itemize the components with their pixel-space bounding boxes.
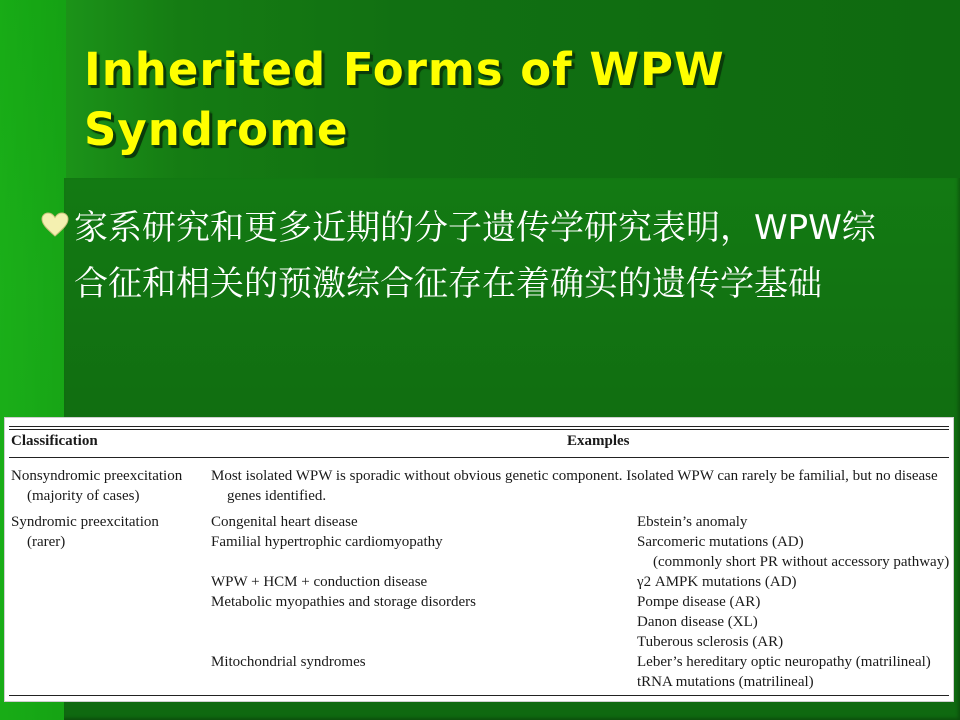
genetics-table xyxy=(4,417,954,702)
row2-cause: Tuberous sclerosis (AR) xyxy=(637,634,784,650)
row2-condition: Familial hypertrophic cardiomyopathy xyxy=(211,534,443,550)
row1-example-line1: Most isolated WPW is sporadic without obvious genetic component. Isolated WPW can rarely be familial, but no disease xyxy=(211,468,938,484)
table-top-rule-double xyxy=(9,429,949,430)
header-examples: Examples xyxy=(567,433,630,449)
row1-classification-note: (majority of cases) xyxy=(27,488,140,504)
row2-cause: Leber’s hereditary optic neuropathy (matrilineal) xyxy=(637,654,931,670)
table-top-rule xyxy=(9,426,949,427)
row2-condition: Metabolic myopathies and storage disorders xyxy=(211,594,476,610)
row2-classification-note: (rarer) xyxy=(27,534,66,550)
heart-bullet-icon xyxy=(40,210,70,240)
row2-condition: WPW + HCM + conduction disease xyxy=(211,574,428,590)
row2-cause: Sarcomeric mutations (AD) xyxy=(637,534,804,550)
row2-cause: γ2 AMPK mutations (AD) xyxy=(637,574,797,590)
slide-title: Inherited Forms of WPW Syndrome xyxy=(84,43,725,156)
row2-classification: Syndromic preexcitation xyxy=(11,514,159,530)
header-classification: Classification xyxy=(11,433,98,449)
bullet-text: 家系研究和更多近期的分子遗传学研究表明，WPW综合征和相关的预激综合征存在着确实的遗传学基础 xyxy=(74,208,876,304)
row1-classification: Nonsyndromic preexcitation xyxy=(11,468,183,484)
row2-cause: tRNA mutations (matrilineal) xyxy=(637,674,814,690)
header-rule xyxy=(9,457,949,458)
row2-cause-note: (commonly short PR without accessory pathway) xyxy=(653,554,950,570)
row2-cause: Ebstein’s anomaly xyxy=(637,514,748,530)
table-bottom-rule xyxy=(9,695,949,696)
row2-condition: Congenital heart disease xyxy=(211,514,358,530)
row2-condition: Mitochondrial syndromes xyxy=(211,654,366,670)
row2-cause: Pompe disease (AR) xyxy=(637,594,761,610)
row1-example-line2: genes identified. xyxy=(227,488,327,504)
row2-cause: Danon disease (XL) xyxy=(637,614,758,630)
